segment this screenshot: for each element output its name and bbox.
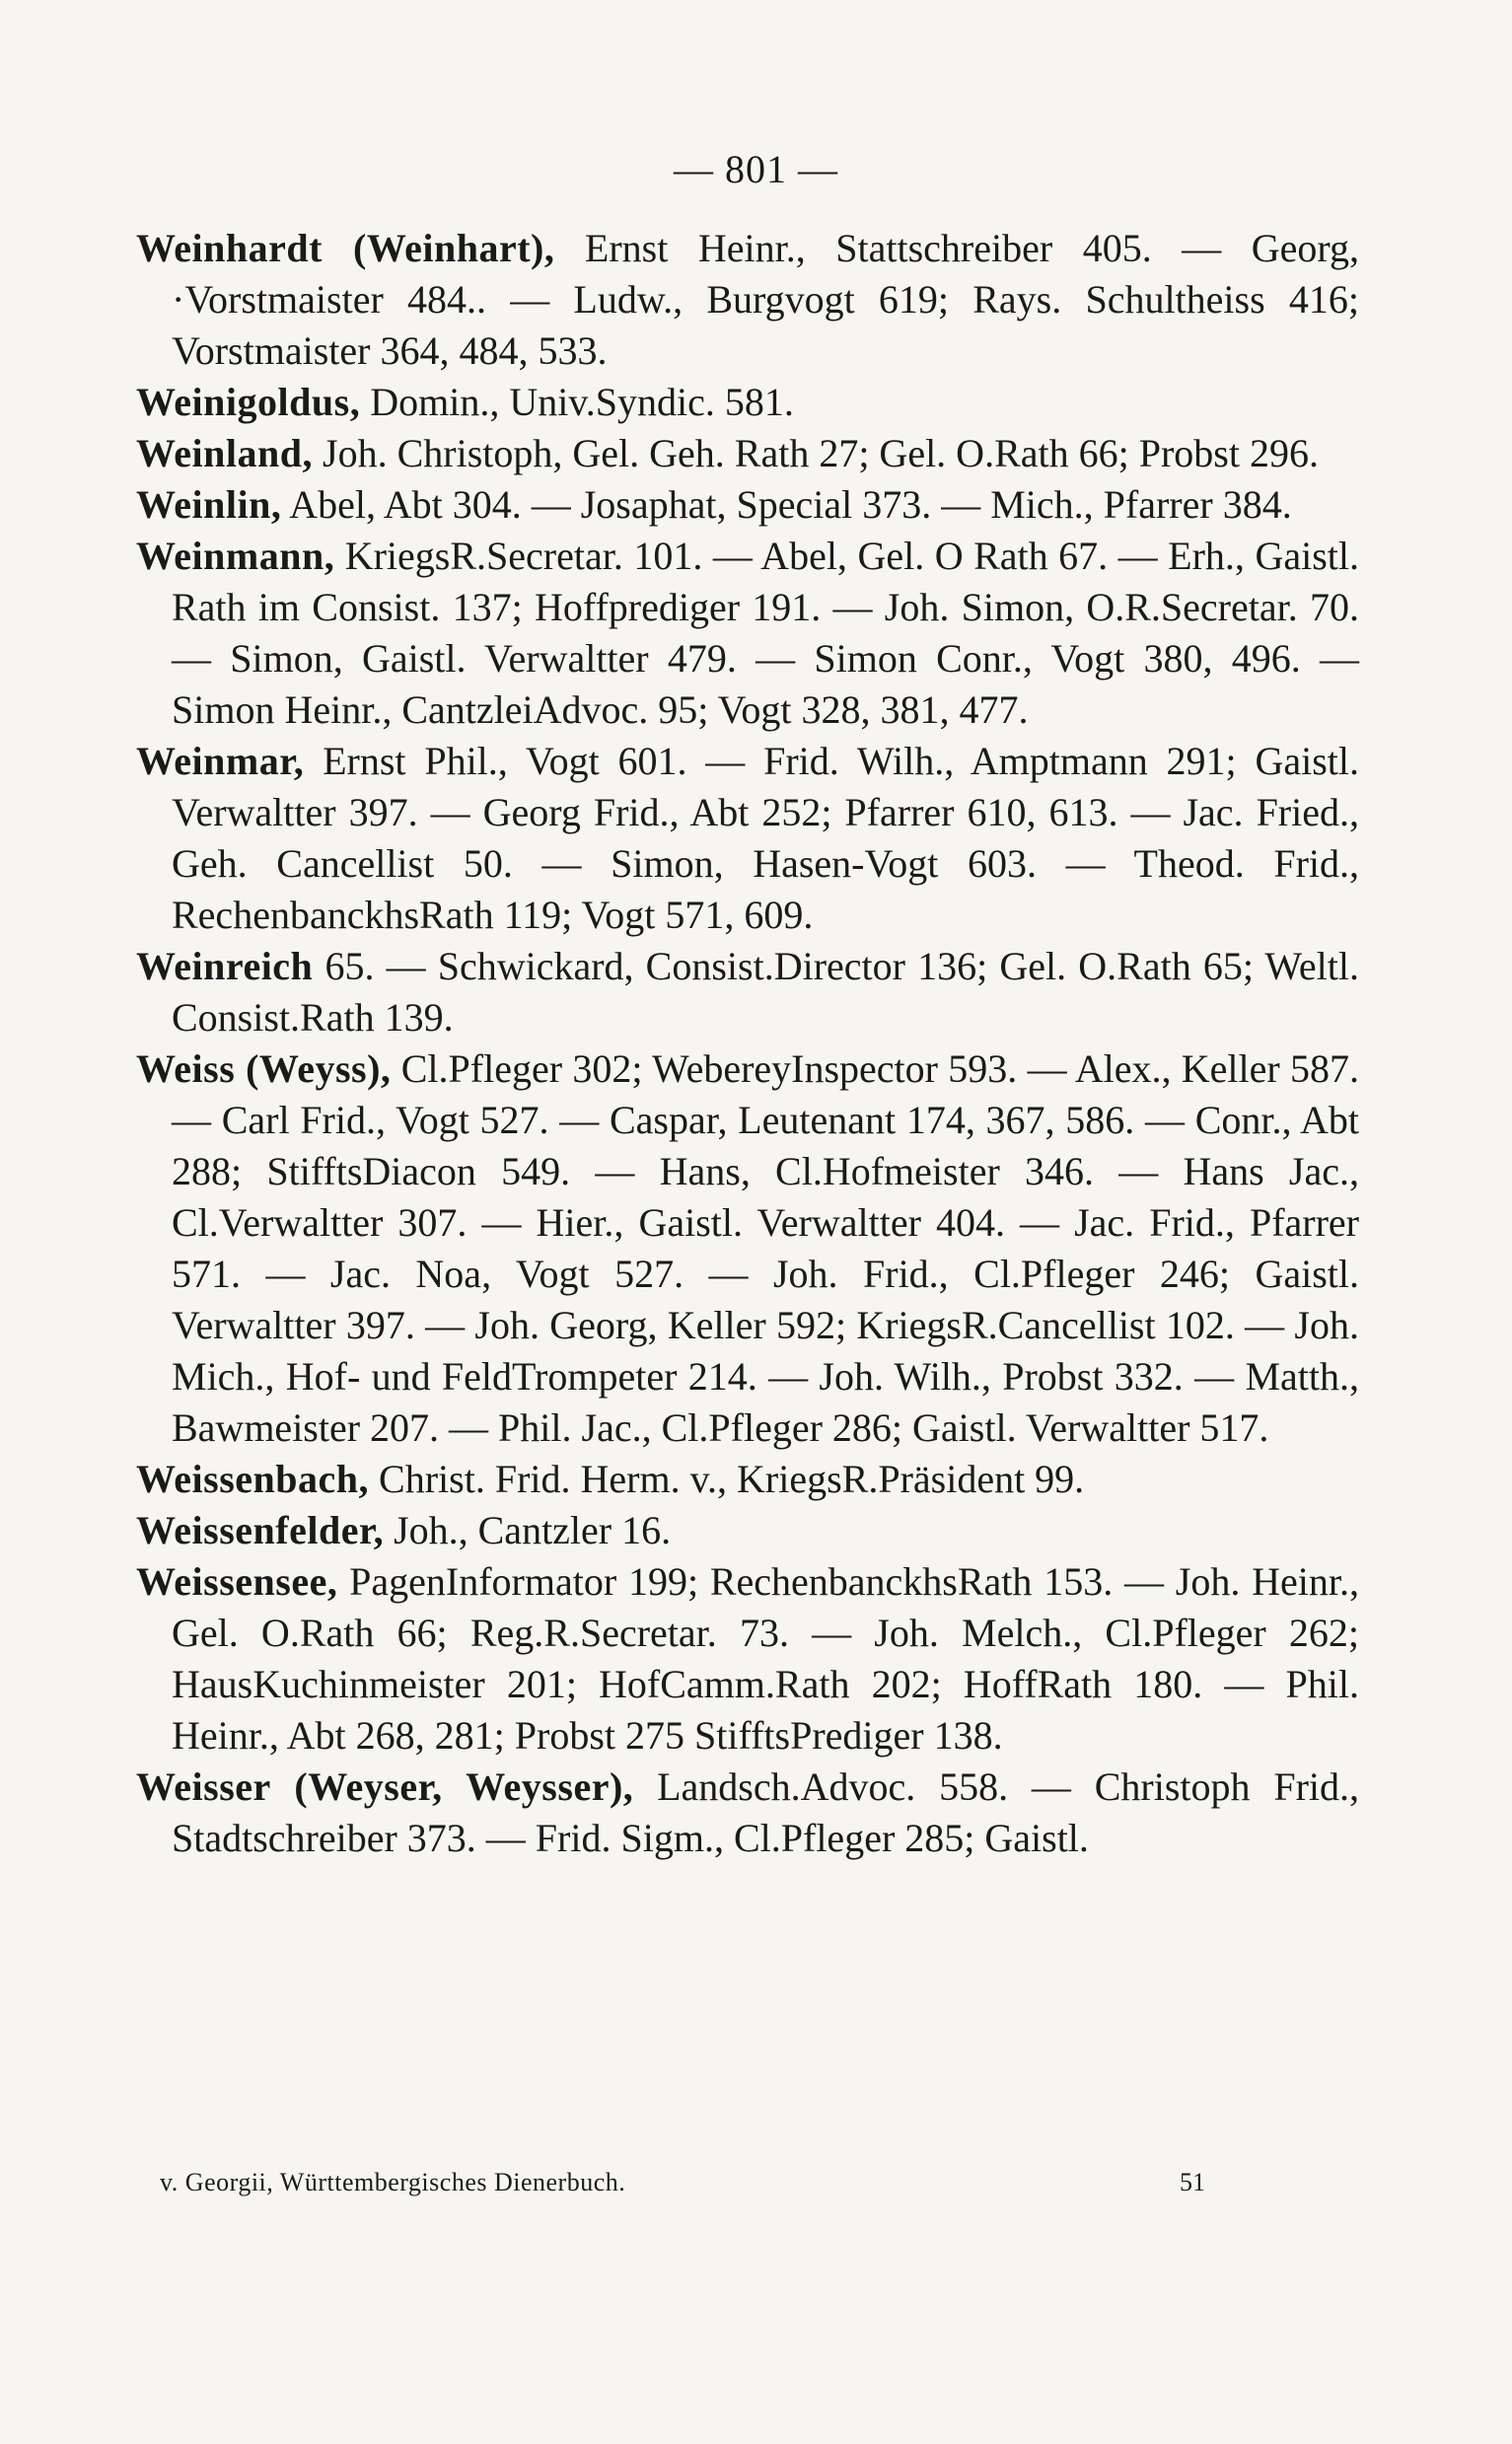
- entry: [136, 377, 1359, 428]
- entry: [136, 1556, 1359, 1761]
- entry: [136, 1761, 1359, 1864]
- entry-text: Abel, Abt 304. — Josaphat, Special 373. — Mich., Pfarrer 384.: [281, 482, 1292, 527]
- entry-text: PagenInformator 199; RechenbanckhsRath 153. — Joh. Heinr., Gel. O.Rath 66; Reg.R.Secretar. 73. — Joh. Melch., Cl.Pfleger 262; HausKuchinmeister 201; HofCamm.Rath 202; HoffRath 180. — Phil. Heinr., Abt 268, 281; Probst 275 StifftsPrediger 138.: [172, 1559, 1359, 1758]
- entry-text: 65. — Schwickard, Consist.Director 136; Gel. O.Rath 65; Weltl. Consist.Rath 139.: [172, 944, 1359, 1040]
- entry-surname: Weinmann,: [136, 534, 335, 578]
- entry-surname: Weissenbach,: [136, 1457, 370, 1501]
- entry-text: Christ. Frid. Herm. v., KriegsR.Präsident 99.: [369, 1457, 1085, 1501]
- entry: [136, 1043, 1359, 1454]
- entry: [136, 428, 1359, 479]
- entry-text: Ernst Heinr., Stattschreiber 405. — Georg, ·Vorstmaister 484.. — Ludw., Burgvogt 619; Rays. Schultheiss 416; Vorstmaister 364, 484, 533.: [172, 226, 1359, 373]
- entry-surname: Weinhardt (Weinhart),: [136, 226, 555, 270]
- entry-surname: Weinlin,: [136, 482, 282, 527]
- entry-surname: Weisser (Weyser, Weysser),: [136, 1764, 634, 1809]
- entry-list: [136, 223, 1359, 1864]
- entry: [136, 736, 1359, 941]
- entry: [136, 941, 1359, 1043]
- entry-surname: Weissenfelder,: [136, 1508, 385, 1552]
- entry: [136, 1454, 1359, 1505]
- footer-signature-mark: 51: [1180, 2168, 1205, 2196]
- entry: [136, 479, 1359, 531]
- entry: [136, 531, 1359, 736]
- entry-text: Ernst Phil., Vogt 601. — Frid. Wilh., Amptmann 291; Gaistl. Verwaltter 397. — Georg Frid., Abt 252; Pfarrer 610, 613. — Jac. Fried., Geh. Cancellist 50. — Simon, Hasen-Vogt 603. — Theod. Frid., RechenbanckhsRath 119; Vogt 571, 609.: [172, 739, 1359, 937]
- entry-text: Landsch.Advoc. 558. — Christoph Frid., Stadtschreiber 373. — Frid. Sigm., Cl.Pfleger 285; Gaistl.: [172, 1764, 1359, 1860]
- page-number: — 801 —: [674, 147, 838, 191]
- entry-surname: Weinland,: [136, 431, 314, 475]
- entry-surname: Weiss (Weyss),: [136, 1046, 392, 1091]
- entry-text: Joh. Christoph, Gel. Geh. Rath 27; Gel. O.Rath 66; Probst 296.: [313, 431, 1319, 475]
- entry-text: Joh., Cantzler 16.: [384, 1508, 672, 1552]
- entry-text: Domin., Univ.Syndic. 581.: [360, 380, 794, 424]
- entry-text: Cl.Pfleger 302; WebereyInspector 593. — Alex., Keller 587. — Carl Frid., Vogt 527. — Caspar, Leutenant 174, 367, 586. — Conr., Abt 288; StifftsDiacon 549. — Hans, Cl.Hofmeister 346. — Hans Jac., Cl.Verwaltter 307. — Hier., Gaistl. Verwaltter 404. — Jac. Frid., Pfarrer 571. — Jac. Noa, Vogt 527. — Joh. Frid., Cl.Pfleger 246; Gaistl. Verwaltter 397. — Joh. Georg, Keller 592; KriegsR.Cancellist 102. — Joh. Mich., Hof- und FeldTrompeter 214. — Joh. Wilh., Probst 332. — Matth., Bawmeister 207. — Phil. Jac., Cl.Pfleger 286; Gaistl. Verwaltter 517.: [172, 1046, 1359, 1450]
- entry: [136, 1505, 1359, 1556]
- entry-surname: Weissensee,: [136, 1559, 338, 1604]
- entry-surname: Weinigoldus,: [136, 380, 361, 424]
- entry: [136, 223, 1359, 377]
- entry-surname: Weinreich: [136, 944, 314, 988]
- footer-source: v. Georgii, Württembergisches Dienerbuch.: [160, 2168, 626, 2196]
- entry-surname: Weinmar,: [136, 739, 305, 783]
- page-footer: [160, 2168, 1205, 2197]
- entry-text: KriegsR.Secretar. 101. — Abel, Gel. O Rath 67. — Erh., Gaistl. Rath im Consist. 137; Hoffprediger 191. — Joh. Simon, O.R.Secretar. 70. — Simon, Gaistl. Verwaltter 479. — Simon Conr., Vogt 380, 496. — Simon Heinr., CantzleiAdvoc. 95; Vogt 328, 381, 477.: [172, 534, 1359, 732]
